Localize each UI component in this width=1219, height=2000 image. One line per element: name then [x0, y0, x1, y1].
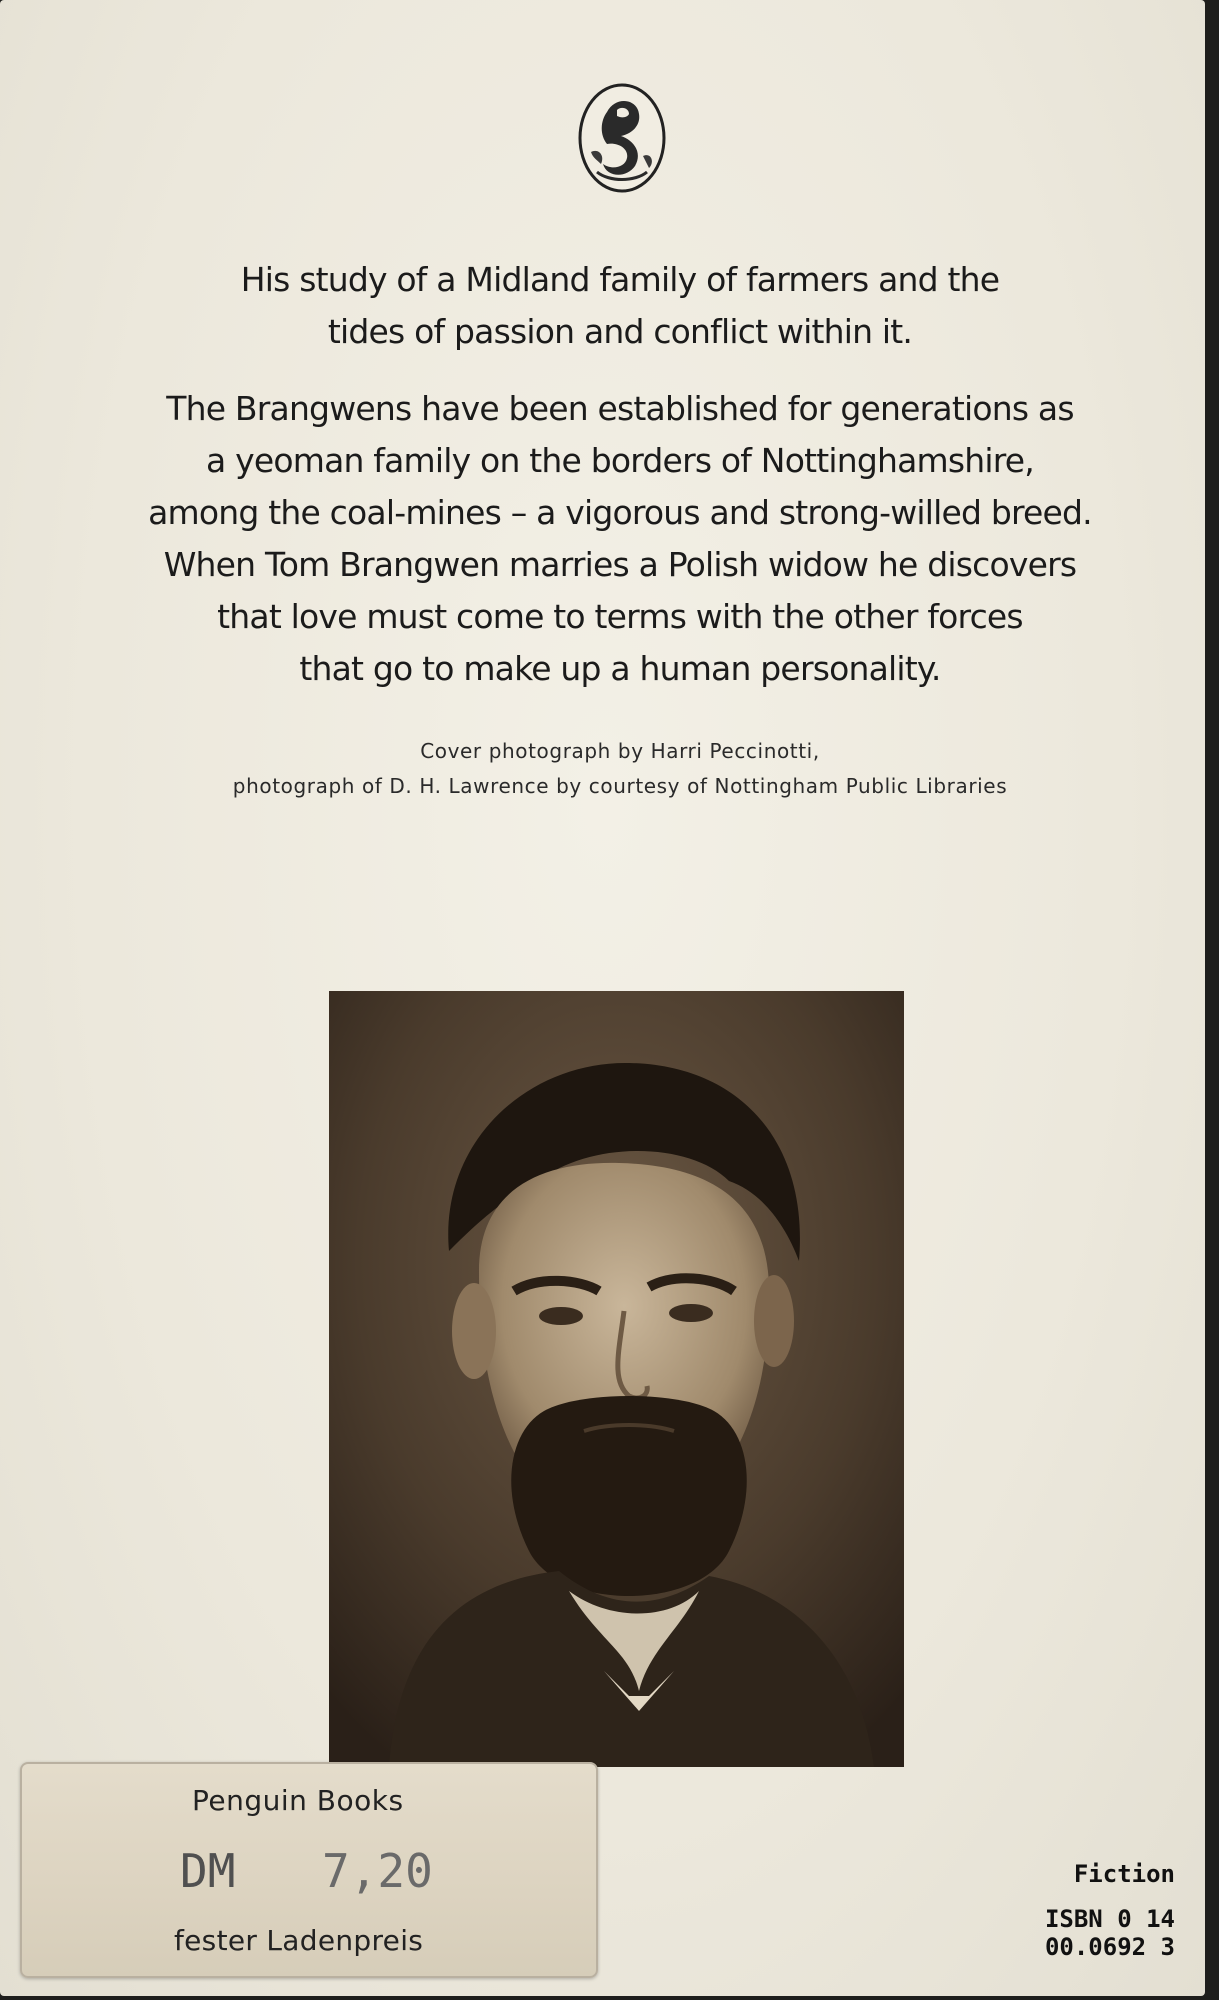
author-portrait-photo: [329, 991, 904, 1767]
blurb-lead: [100, 254, 1140, 358]
blurb-body-line: The Brangwens have been established for generations as: [166, 389, 1074, 428]
sticker-price: 7,20: [322, 1844, 433, 1898]
blurb-lead-line: His study of a Midland family of farmers and the: [240, 260, 1000, 299]
isbn-line: ISBN 0 14: [1044, 1905, 1175, 1933]
sticker-currency: DM: [180, 1844, 236, 1898]
blurb-body-line: a yeoman family on the borders of Nottinghamshire,: [206, 441, 1034, 480]
sticker-publisher: Penguin Books: [192, 1784, 404, 1817]
isbn-line: 00.0692 3: [1044, 1933, 1175, 1961]
photo-credits: [140, 734, 1100, 804]
price-sticker: [20, 1762, 598, 1978]
author-photo-credit: photograph of D. H. Lawrence by courtesy of Nottingham Public Libraries: [232, 774, 1008, 798]
blurb-body-line: that go to make up a human personality.: [299, 649, 941, 688]
cover-photo-credit: Cover photograph by Harri Peccinotti,: [420, 739, 820, 763]
blurb-body-line: among the coal-mines – a vigorous and strong-willed breed.: [148, 493, 1092, 532]
penguin-logo-icon: [577, 82, 667, 194]
blurb-lead-line: tides of passion and conflict within it.: [327, 312, 913, 351]
blurb-body-line: When Tom Brangwen marries a Polish widow he discovers: [163, 545, 1077, 584]
category-label: Fiction: [1073, 1860, 1175, 1888]
blurb-body-line: that love must come to terms with the other forces: [217, 597, 1023, 636]
isbn-block: [1045, 1905, 1175, 1961]
sticker-fixed-price-note: fester Ladenpreis: [174, 1924, 424, 1957]
blurb-body: [100, 383, 1140, 695]
